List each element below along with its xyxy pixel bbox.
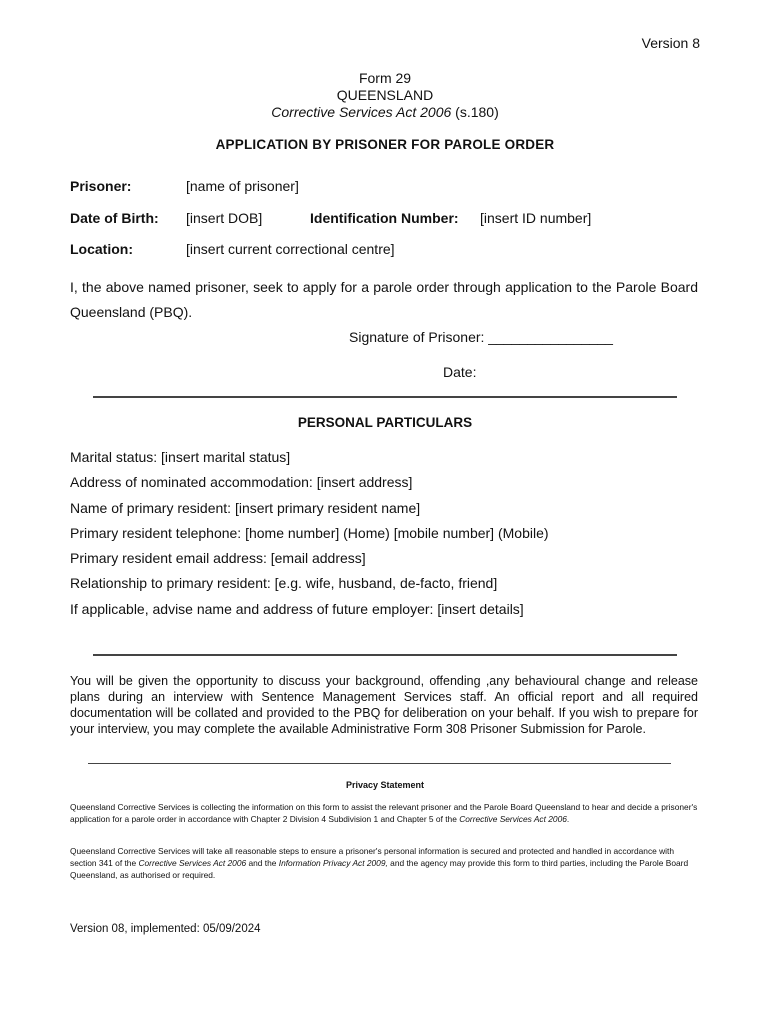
- version-label: Version 8: [641, 35, 700, 51]
- signature-field[interactable]: Signature of Prisoner: ________________: [349, 329, 613, 345]
- privacy-p1-act: Corrective Services Act 2006: [459, 814, 567, 824]
- privacy-p2-and: and the: [246, 858, 279, 868]
- divider: [93, 396, 677, 398]
- divider: [93, 654, 677, 656]
- form-number: Form 29: [358, 70, 412, 86]
- footer-version: Version 08, implemented: 05/09/2024: [70, 923, 261, 935]
- privacy-p2-text: Queensland Corrective Services will take all reasonable steps to ensure a prisoner's personal information is secured and protected and handled in accordance with section 341 of the: [70, 846, 675, 868]
- privacy-p2-end: and the agency may provide this form to third parties, including the Parole Board Queensland, as authorised or required.: [70, 858, 689, 880]
- prisoner-name-row: [70, 178, 710, 196]
- act-reference: [0, 104, 770, 121]
- privacy-paragraph-2: [70, 845, 700, 881]
- relationship-item[interactable]: Relationship to primary resident: [e.g. wife, husband, de-facto, friend]: [70, 575, 498, 591]
- location-value[interactable]: [insert current correctional centre]: [186, 241, 395, 257]
- dob-value[interactable]: [insert DOB]: [186, 210, 263, 226]
- dob-id-row: [70, 210, 710, 228]
- location-label: Location:: [70, 241, 133, 257]
- privacy-p2-act2: Information Privacy Act 2009,: [278, 858, 388, 868]
- privacy-p1-text: Queensland Corrective Services is collecting the information on this form to assist the relevant prisoner and the Parole Board Queensland to hear and decide a prisoner's application for a parole order in accordance with Chapter 2 Division 4 Subdivision 1 and Chapter 5 of the: [70, 802, 698, 824]
- address-item[interactable]: Address of nominated accommodation: [insert address]: [70, 474, 413, 490]
- prisoner-name-label: Prisoner:: [70, 178, 132, 194]
- privacy-p2-act1: Corrective Services Act 2006: [138, 858, 247, 868]
- dob-label: Date of Birth:: [70, 210, 159, 226]
- jurisdiction: QUEENSLAND: [336, 87, 434, 103]
- act-section: (s.180): [451, 104, 499, 120]
- divider: [88, 763, 671, 764]
- declaration-text: I, the above named prisoner, seek to apply for a parole order through application to the Parole Board Queensland (PBQ).: [70, 279, 698, 320]
- marital-status-item[interactable]: Marital status: [insert marital status]: [70, 449, 291, 465]
- interview-note: You will be given the opportunity to discuss your background, offending ,any behavioural change and release plans during an interview with Sentence Management Services staff. An official report and all required documentation will be collated and provided to the PBQ for deliberation on your behalf. If you wish to prepare for your interview, you may complete the available Administrative Form 308 Prisoner Submission for Parole.: [70, 674, 698, 736]
- primary-resident-name-item[interactable]: Name of primary resident: [insert primary resident name]: [70, 500, 421, 516]
- privacy-p1-end: .: [566, 814, 570, 824]
- privacy-paragraph-1: [70, 801, 700, 825]
- id-number-label: Identification Number:: [310, 210, 459, 226]
- id-number-value[interactable]: [insert ID number]: [480, 210, 592, 226]
- future-employer-item[interactable]: If applicable, advise name and address of future employer: [insert details]: [70, 601, 524, 617]
- prisoner-name-value[interactable]: [name of prisoner]: [186, 178, 299, 194]
- primary-resident-phone-item[interactable]: Primary resident telephone: [home number] (Home) [mobile number] (Mobile): [70, 525, 549, 541]
- personal-particulars-heading: PERSONAL PARTICULARS: [297, 415, 473, 430]
- date-field[interactable]: Date:: [443, 364, 477, 380]
- primary-resident-email-item[interactable]: Primary resident email address: [email address]: [70, 550, 366, 566]
- privacy-heading: Privacy Statement: [345, 780, 425, 790]
- form-title: APPLICATION BY PRISONER FOR PAROLE ORDER: [215, 137, 555, 152]
- act-name: Corrective Services Act 2006: [271, 104, 452, 120]
- location-row: [70, 241, 710, 259]
